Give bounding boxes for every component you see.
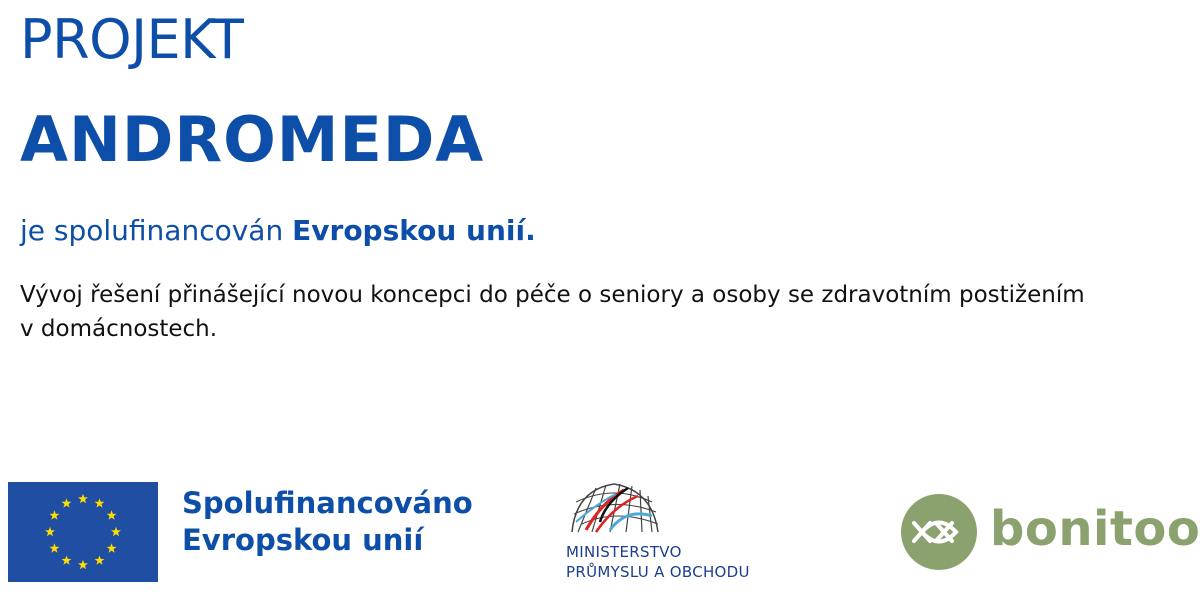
project-name: ANDROMEDA [20, 103, 485, 176]
title-prefix: PROJEKT [20, 8, 244, 71]
bonitoo-logo-icon [900, 493, 978, 571]
mpo-text-line-2: PRŮMYSLU A OBCHODU [566, 563, 750, 581]
bonitoo-logo-text: bonitoo [990, 501, 1200, 557]
eu-flag-logo [8, 482, 158, 582]
mpo-text-line-1: MINISTERSTVO [566, 543, 682, 561]
project-description [20, 278, 1170, 346]
cofinanced-emphasis: Evropskou unií. [292, 214, 536, 247]
cofinanced-text: je spolufinancován [20, 214, 284, 247]
description-line-2: v domácnostech. [20, 316, 218, 342]
eu-text-line-1: Spolufinancováno [182, 486, 473, 520]
eu-text-line-2: Evropskou unií [182, 523, 424, 557]
eu-cofinanced-logo-text [182, 485, 473, 559]
mpo-logo-text [566, 542, 750, 582]
cofinanced-statement [20, 211, 536, 251]
mpo-globe-icon [566, 482, 662, 534]
description-line-1: Vývoj řešení přinášející novou koncepci do péče o seniory a osoby se zdravotním postižením [20, 282, 1085, 308]
